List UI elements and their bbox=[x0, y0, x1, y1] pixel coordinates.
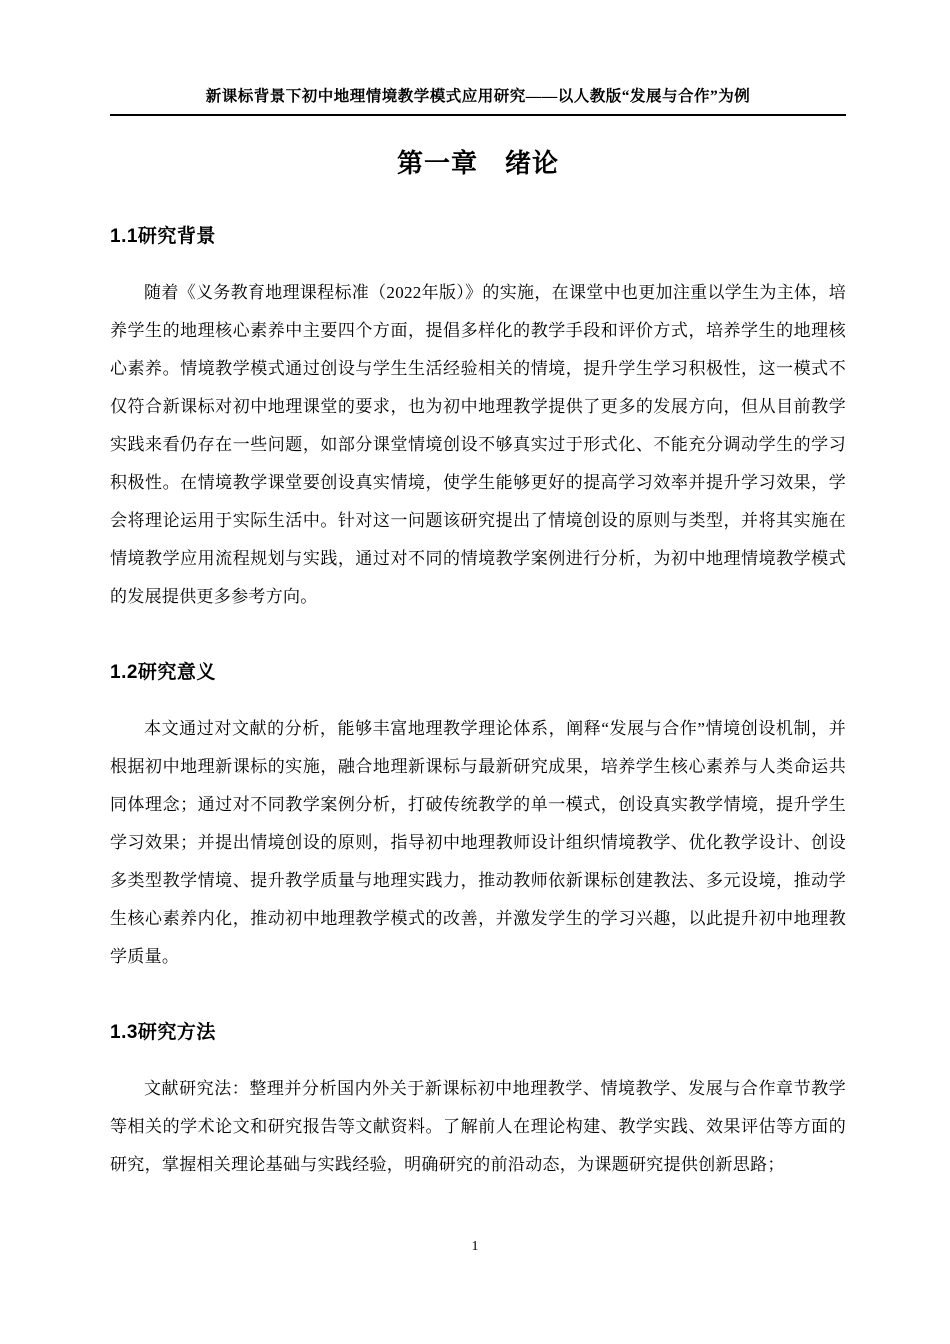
section-paragraph-research-methods: 文献研究法：整理并分析国内外关于新课标初中地理教学、情境教学、发展与合作章节教学等相关的学术论文和研究报告等文献资料。了解前人在理论构建、教学实践、效果评估等方面的研究，掌握相关理论基础与实践经验，明确研究的前沿动态，为课题研究提供创新思路； bbox=[110, 1079, 846, 1174]
section-heading-research-methods: 1.3研究方法 bbox=[110, 1022, 216, 1043]
section-paragraph-research-significance: 本文通过对文献的分析，能够丰富地理教学理论体系，阐释“发展与合作”情境创设机制，并根据初中地理新课标的实施，融合地理新课标与最新研究成果，培养学生核心素养与人类命运共同体理念；通过对不同教学案例分析，打破传统教学的单一模式，创设真实教学情境，提升学生学习效果；并提出情境创设的原则，指导初中地理教师设计组织情境教学、优化教学设计、创设多类型教学情境、提升教学质量与地理实践力，推动教师依新课标创建教法、多元设境，推动学生核心素养内化，推动初中地理教学模式的改善，并激发学生的学习兴趣，以此提升初中地理教学质量。 bbox=[110, 719, 846, 966]
section-research-significance bbox=[110, 660, 846, 976]
page-header bbox=[110, 86, 846, 116]
section-research-methods bbox=[110, 1020, 846, 1184]
section-heading-research-significance: 1.2研究意义 bbox=[110, 662, 216, 683]
section-paragraph-research-background: 随着《义务教育地理课程标准（2022年版）》的实施，在课堂中也更加注重以学生为主体，培养学生的地理核心素养中主要四个方面，提倡多样化的教学手段和评价方式，培养学生的地理核心素养。情境教学模式通过创设与学生生活经验相关的情境，提升学生学习积极性，这一模式不仅符合新课标对初中地理课堂的要求，也为初中地理教学提供了更多的发展方向，但从目前教学实践来看仍存在一些问题，如部分课堂情境创设不够真实过于形式化、不能充分调动学生的学习积极性。在情境教学课堂要创设真实情境，使学生能够更好的提高学习效率并提升学习效果，学会将理论运用于实际生活中。针对这一问题该研究提出了情境创设的原则与类型，并将其实施在情境教学应用流程规划与实践，通过对不同的情境教学案例进行分析，为初中地理情境教学模式的发展提供更多参考方向。 bbox=[110, 283, 846, 606]
page-footer bbox=[0, 1238, 950, 1256]
section-heading-research-background: 1.1研究背景 bbox=[110, 226, 216, 247]
running-head: 新课标背景下初中地理情境教学模式应用研究——以人教版“发展与合作”为例 bbox=[205, 88, 751, 105]
chapter-title: 第一章 绪论 bbox=[396, 148, 559, 178]
page-number: 1 bbox=[471, 1239, 479, 1254]
section-research-background bbox=[110, 224, 846, 616]
